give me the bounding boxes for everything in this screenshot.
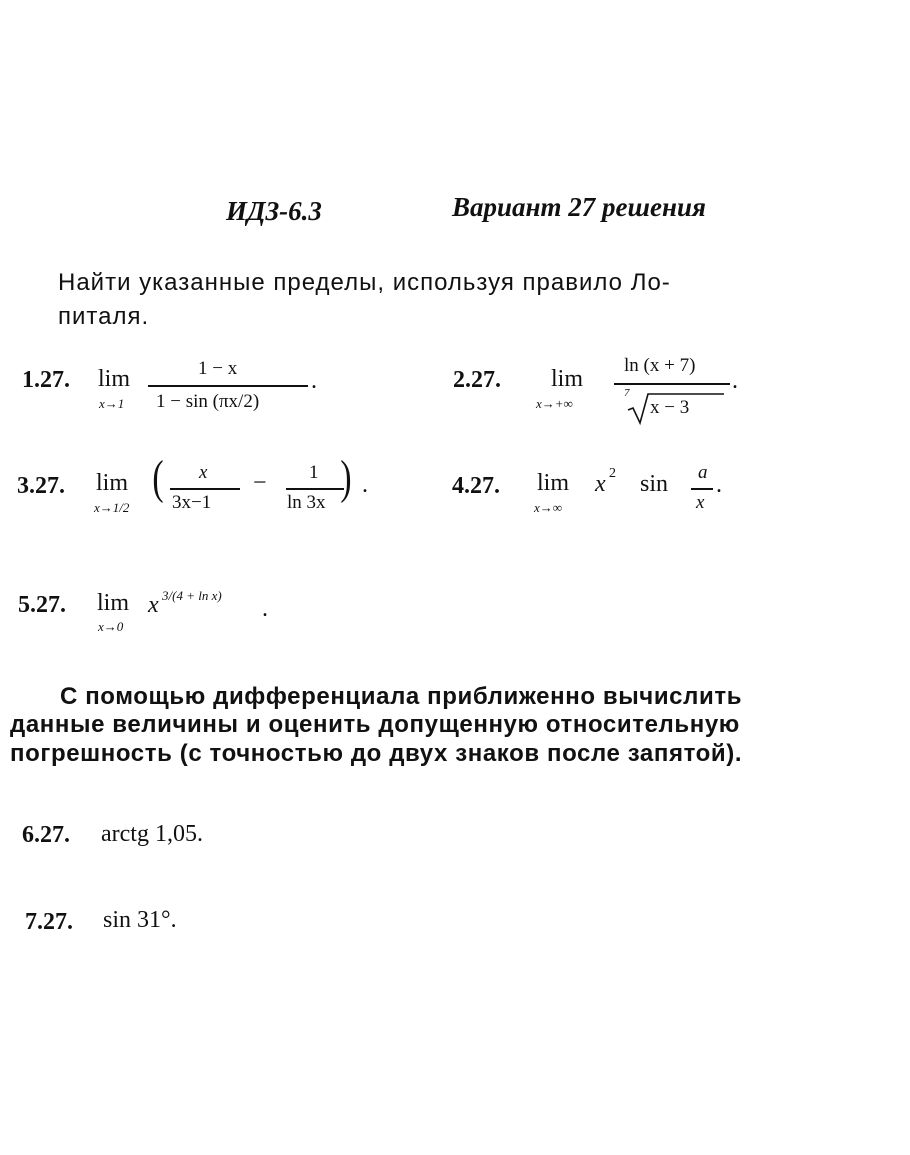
- fraction-2-bar: [286, 488, 344, 490]
- task-expression: arctg 1,05.: [101, 821, 203, 847]
- fraction-1-numerator: x: [199, 462, 208, 483]
- fraction-numerator: 1 − x: [198, 358, 238, 379]
- fraction-denominator: x: [696, 492, 705, 513]
- fraction-numerator: a: [698, 462, 708, 483]
- document-code: ИДЗ-6.3: [226, 196, 322, 226]
- problem-number: 2.27.: [453, 367, 501, 393]
- radicand: x − 3: [650, 397, 690, 418]
- variant-title: Вариант 27 решения: [452, 192, 706, 222]
- exponent: 3/(4 + ln x): [162, 588, 222, 603]
- fraction-2-numerator: 1: [309, 462, 319, 483]
- period: .: [262, 596, 268, 622]
- task-number: 6.27.: [22, 822, 70, 848]
- lim-operator: lim: [537, 470, 570, 496]
- lim-subscript: x→1/2: [94, 500, 130, 515]
- problem-number: 1.27.: [22, 367, 70, 393]
- base-variable: x: [148, 592, 159, 618]
- lim-operator: lim: [551, 366, 584, 392]
- fraction-1-bar: [170, 488, 240, 490]
- minus-sign: −: [253, 470, 267, 496]
- period: .: [716, 472, 722, 498]
- base-variable: x: [595, 471, 606, 497]
- problem-number: 3.27.: [17, 473, 65, 499]
- problem-number: 4.27.: [452, 473, 500, 499]
- lim-subscript: x→+∞: [536, 396, 573, 411]
- diff-intro-line-3: погрешность (с точностью до двух знаков после запятой).: [10, 740, 743, 767]
- fraction-bar: [614, 383, 730, 385]
- fraction-denominator: 1 − sin (πx/2): [156, 391, 260, 412]
- intro-line-1: Найти указанные пределы, используя правило Ло-: [58, 269, 671, 296]
- fraction-1-denominator: 3x−1: [172, 492, 212, 513]
- period: .: [362, 472, 368, 498]
- left-parenthesis: (: [152, 451, 164, 504]
- problem-number: 5.27.: [18, 592, 66, 618]
- lim-operator: lim: [96, 470, 129, 496]
- intro-line-2: питаля.: [58, 303, 150, 330]
- task-number: 7.27.: [25, 909, 73, 935]
- sin-function: sin: [640, 471, 669, 497]
- diff-intro-line-1: С помощью дифференциала приближенно вычислить: [60, 683, 743, 710]
- diff-intro-line-2: данные величины и оценить допущенную относительную: [10, 711, 740, 738]
- lim-subscript: x→0: [98, 619, 124, 634]
- fraction-bar: [148, 385, 308, 387]
- right-parenthesis: ): [340, 451, 352, 504]
- fraction-2-denominator: ln 3x: [287, 492, 326, 513]
- lim-subscript: x→∞: [534, 500, 563, 515]
- lim-operator: lim: [98, 366, 131, 392]
- root-index: 7: [624, 387, 630, 399]
- exponent: 2: [609, 466, 616, 481]
- period: .: [732, 368, 738, 394]
- fraction-bar: [691, 488, 713, 490]
- task-expression: sin 31°.: [103, 907, 177, 933]
- lim-operator: lim: [97, 590, 130, 616]
- period: .: [311, 368, 317, 394]
- lim-subscript: x→1: [99, 396, 125, 411]
- fraction-numerator: ln (x + 7): [624, 355, 696, 376]
